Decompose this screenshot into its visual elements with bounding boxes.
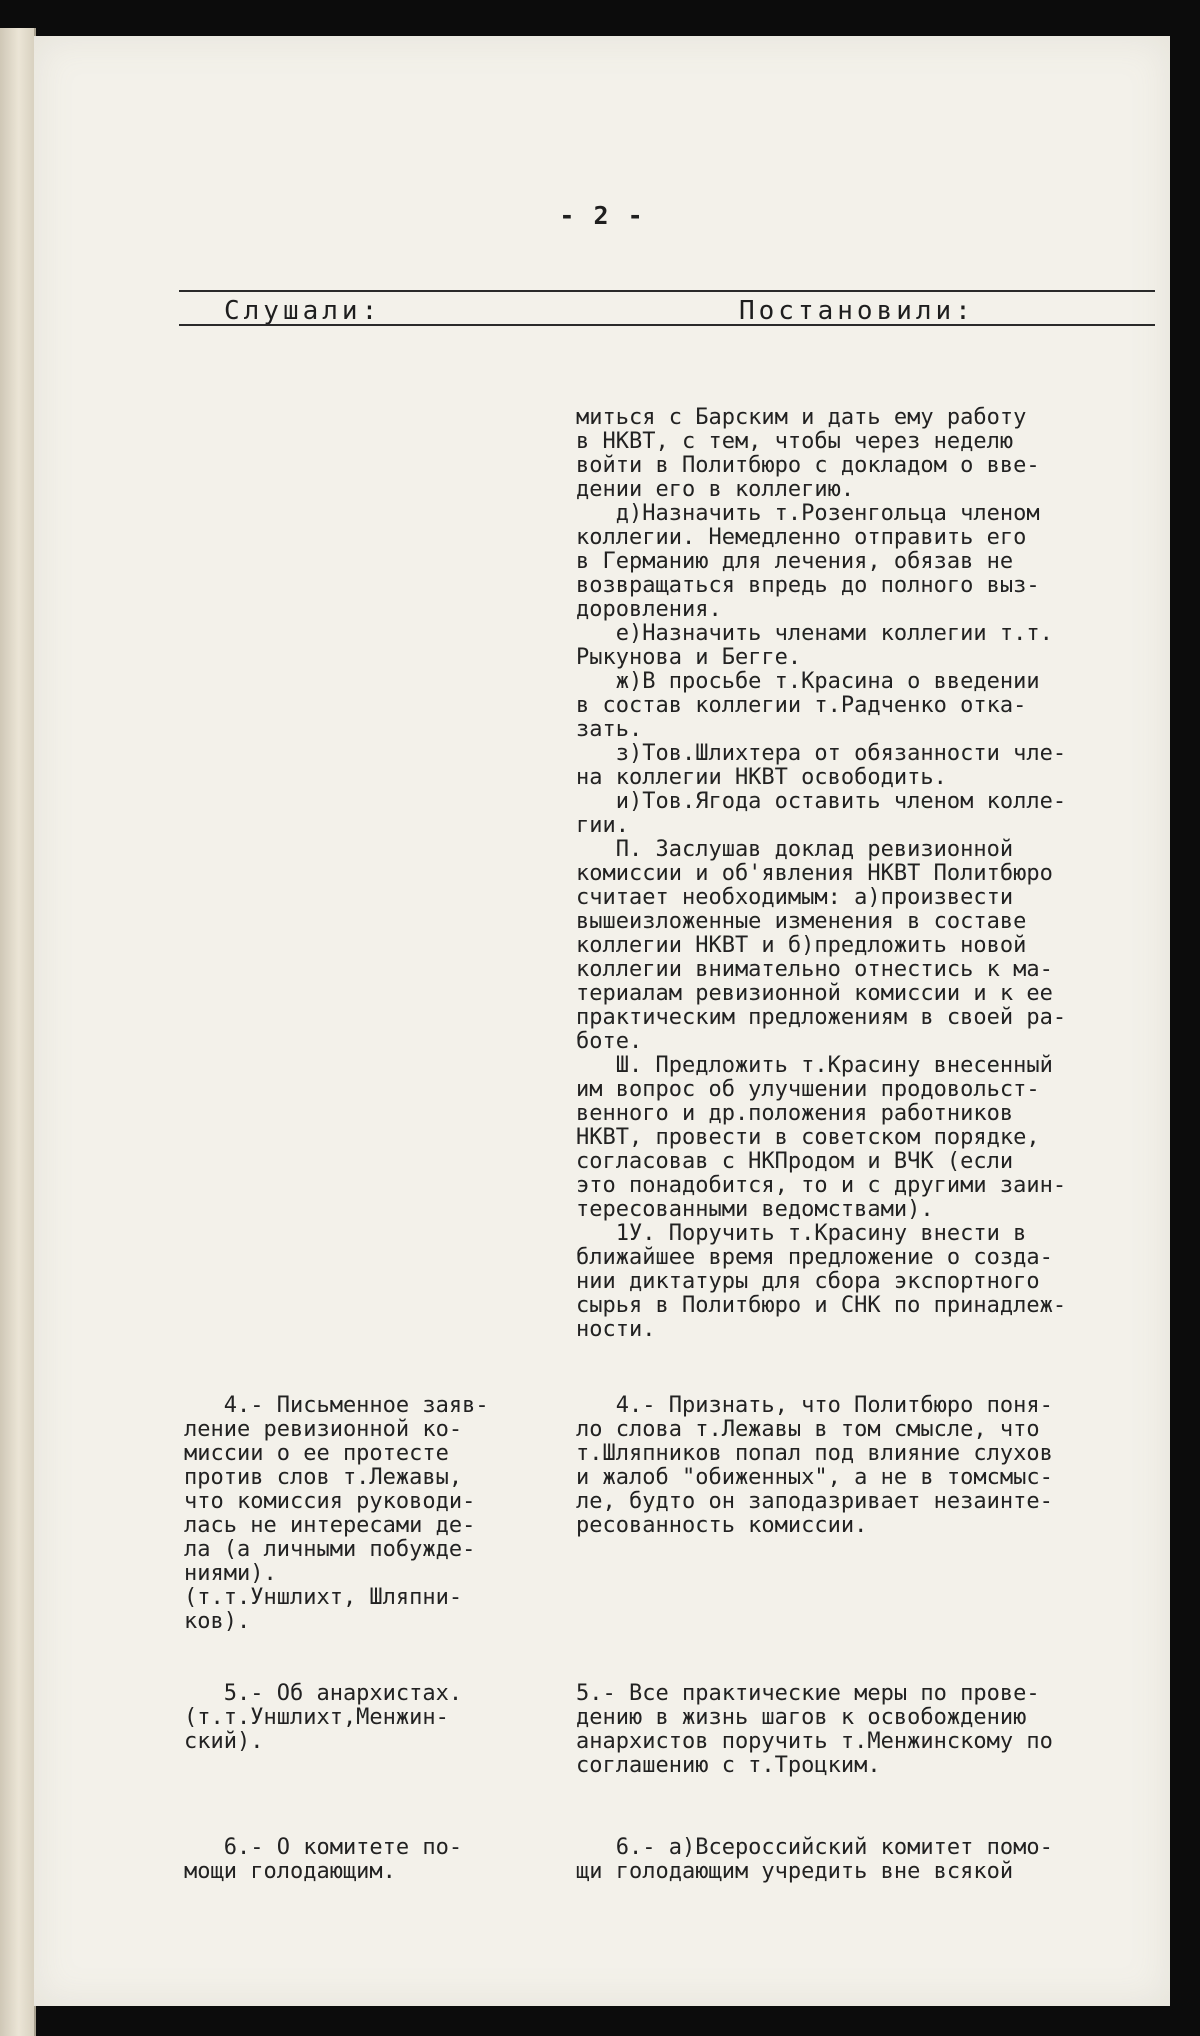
page-edge (0, 28, 36, 2036)
heard-item-4: 4.- Письменное заяв- ление ревизионной ко- миссии о ее протесте против слов т.Лежавы, что комиссия руководи- лась не интересами де- ла (а личными побужде- ниями). (т.т.Уншлихт, Шляпни- ков). (184, 1393, 489, 1634)
document-page (34, 36, 1170, 2006)
header-rule-bottom (179, 324, 1155, 326)
column-heading-heard: Слушали: (224, 296, 382, 326)
heard-item-5: 5.- Об анархистах. (т.т.Уншлихт,Менжин- ский). (184, 1681, 463, 1754)
header-rule-top (179, 290, 1155, 292)
column-heading-resolved: Постановили: (739, 296, 975, 326)
page-number: - 2 - (559, 201, 645, 230)
heard-item-6: 6.- О комитете по- мощи голодающим. (184, 1835, 463, 1884)
resolution-continuation: миться с Барским и дать ему работу в НКВТ, с тем, чтобы через неделю войти в Политбюро с докладом о вве- дении его в коллегию. д)Назначить т.Розенгольца членом коллегии. Немедленно отправить его в Германию для лечения, обязав не возвращаться впредь до полного выз- доровления. е)Назначить членами коллегии т.т. Рыкунова и Бегге. ж)В просьбе т.Красина о введении в состав коллегии т.Радченко отка- зать. з)Тов.Шлихтера от обязанности чле- на коллегии НКВТ освободить. и)Тов.Ягода оставить членом колле- гии. П. Заслушав доклад ревизионной комиссии и об'явления НКВТ Политбюро считает необходимым: а)произвести вышеизложенные изменения в составе коллегии НКВТ и б)предложить новой коллегии внимательно отнестись к ма- териалам ревизионной комиссии и к ее практическим предложениям в своей ра- боте. Ш. Предложить т.Красину внесенный им вопрос об улучшении продовольст- венного и др.положения работников НКВТ, провести в советском порядке, согласовав с НКПродом и ВЧК (если это понадобится, то и с другими заин- тересованными ведомствами). 1У. Поручить т.Красину внести в ближайшее время предложение о созда- нии диктатуры для сбора экспортного сырья в Политбюро и СНК по принадлеж- ности. (576, 405, 1067, 1342)
resolved-item-4: 4.- Признать, что Политбюро поня- ло слова т.Лежавы в том смысле, что т.Шляпников попал под влияние слухов и жалоб "обиженных", а не в томсмыс- ле, будто он заподазривает незаинте- ресованность комиссии. (576, 1393, 1053, 1538)
resolved-item-5: 5.- Все практические меры по прове- дению в жизнь шагов к освобождению анархистов поручить т.Менжинскому по соглашению с т.Троцким. (576, 1681, 1053, 1778)
resolved-item-6: 6.- а)Всероссийский комитет помо- щи голодающим учредить вне всякой (576, 1835, 1053, 1884)
